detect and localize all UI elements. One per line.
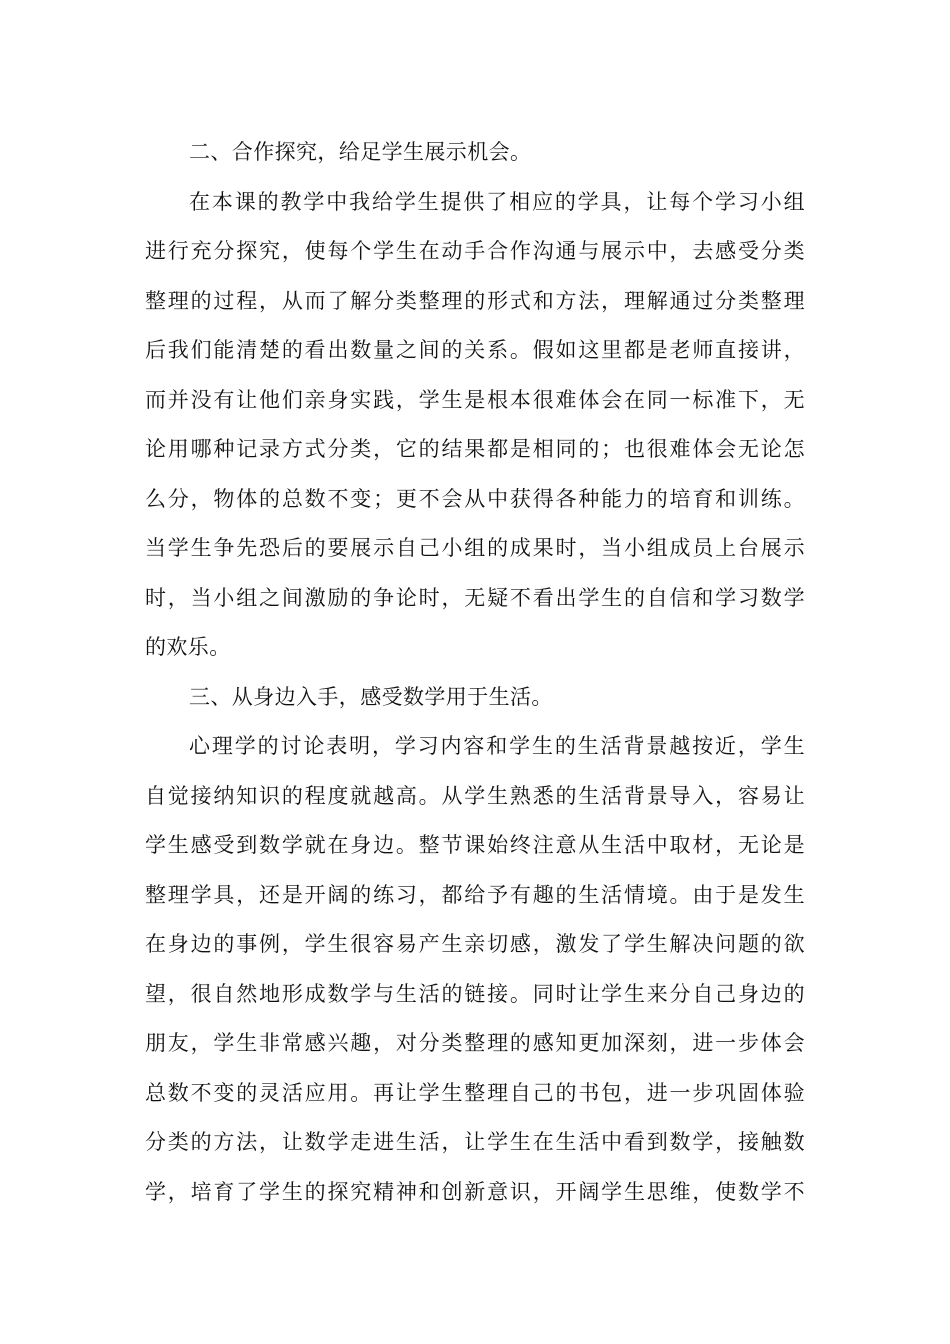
document-body [145, 128, 805, 1217]
paragraph-cooperation [145, 178, 805, 673]
heading-line: 二、合作探究，给足学生展示机会。 [189, 140, 532, 164]
paragraph-line: 总数不变的灵活应用。再让学生整理自己的书包，进一步巩固体验 [145, 1080, 805, 1105]
paragraph-line: 当学生争先恐后的要展示自己小组的成果时，当小组成员上台展示 [145, 536, 805, 560]
paragraph-line: 在本课的教学中我给学生提供了相应的学具，让每个学习小组 [189, 189, 805, 214]
paragraph-line: 自觉接纳知识的程度就越高。从学生熟悉的生活背景导入，容易让 [145, 783, 805, 808]
paragraph-line: 后我们能清楚的看出数量之间的关系。假如这里都是老师直接讲， [145, 338, 805, 362]
paragraph-line: 时，当小组之间激励的争论时，无疑不看出学生的自信和学习数学 [145, 585, 805, 610]
paragraph-line: 论用哪种记录方式分类，它的结果都是相同的；也很难体会无论怎 [145, 437, 805, 461]
section-heading-cooperation [145, 128, 805, 178]
paragraph-line: 的欢乐。 [145, 635, 231, 659]
paragraph-line: 心理学的讨论表明，学习内容和学生的生活背景越按近，学生 [189, 734, 805, 758]
paragraph-line: 整理的过程，从而了解分类整理的形式和方法，理解通过分类整理 [145, 288, 805, 313]
paragraph-life [145, 722, 805, 1217]
paragraph-line: 么分，物体的总数不变；更不会从中获得各种能力的培育和训练。 [145, 486, 805, 511]
heading-line: 三、从身边入手，感受数学用于生活。 [189, 684, 553, 709]
paragraph-line: 在身边的事例，学生很容易产生亲切感，激发了学生解决问题的欲 [145, 932, 805, 956]
paragraph-line: 而并没有让他们亲身实践，学生是根本很难体会在同一标准下，无 [145, 387, 805, 412]
paragraph-line: 望，很自然地形成数学与生活的链接。同时让学生来分自己身边的 [145, 981, 805, 1006]
paragraph-line: 分类的方法，让数学走进生活，让学生在生活中看到数学，接触数 [145, 1130, 805, 1154]
paragraph-line: 学，培育了学生的探究精神和创新意识，开阔学生思维，使数学不 [145, 1179, 805, 1204]
paragraph-line: 朋友，学生非常感兴趣，对分类整理的感知更加深刻，进一步体会 [145, 1031, 805, 1055]
section-heading-life [145, 673, 805, 723]
paragraph-line: 学生感受到数学就在身边。整节课始终注意从生活中取材，无论是 [145, 833, 805, 857]
paragraph-line: 整理学具，还是开阔的练习，都给予有趣的生活情境。由于是发生 [145, 882, 805, 907]
paragraph-line: 进行充分探究，使每个学生在动手合作沟通与展示中，去感受分类 [145, 239, 805, 263]
